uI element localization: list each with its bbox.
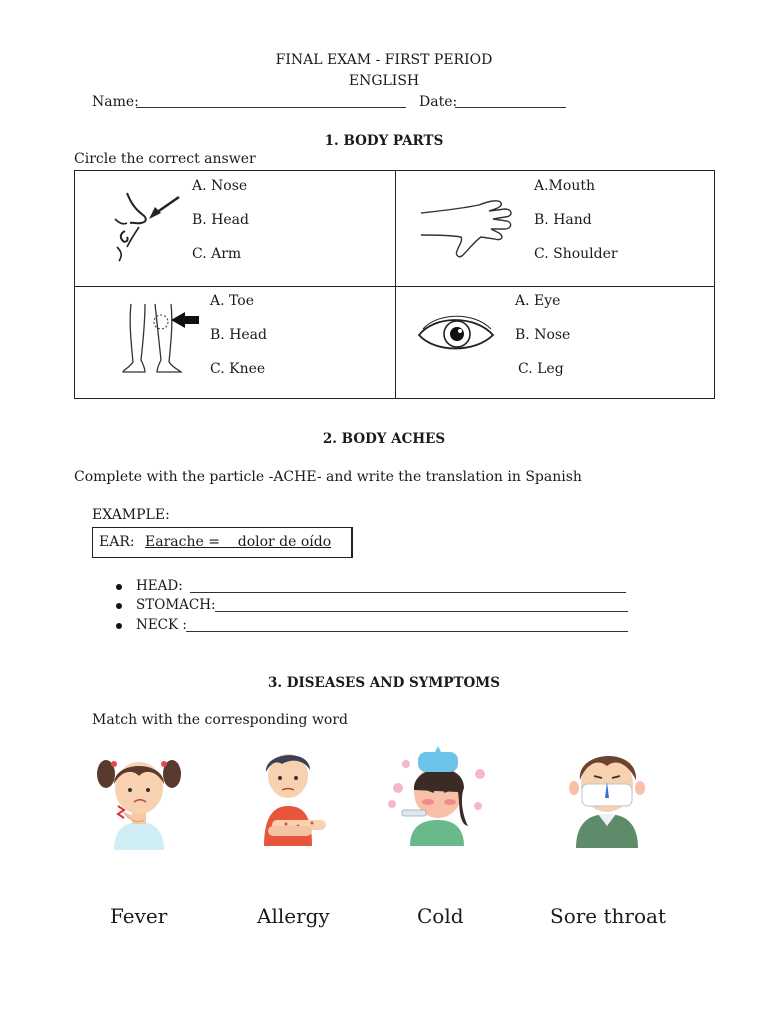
word-fever[interactable]: Fever: [110, 904, 168, 928]
allergy-boy-illustration: [252, 746, 332, 848]
example-box: [92, 527, 353, 558]
sore-throat-girl-illustration: [96, 750, 182, 852]
body-parts-table: [74, 170, 715, 399]
option-b[interactable]: B. Head: [192, 212, 249, 228]
name-field[interactable]: [136, 107, 406, 108]
exam-title: FINAL EXAM - FIRST PERIOD: [275, 52, 493, 68]
exam-subject: ENGLISH: [348, 73, 420, 89]
cold-girl-illustration: [388, 744, 486, 848]
list-item: [116, 597, 216, 613]
answer-line-stomach[interactable]: [215, 611, 628, 612]
hand-drawing: [419, 193, 519, 265]
item-label: HEAD:: [136, 578, 183, 594]
example-answer: Earache = dolor de oído: [145, 534, 332, 550]
item-label: STOMACH:: [136, 597, 216, 613]
answer-line-head[interactable]: [190, 592, 626, 593]
option-c[interactable]: C. Leg: [518, 361, 564, 377]
option-c[interactable]: C. Arm: [192, 246, 242, 262]
example-label: EXAMPLE:: [92, 507, 170, 523]
word-sore-throat[interactable]: Sore throat: [550, 904, 666, 928]
section-heading-body-parts: 1. BODY PARTS: [324, 133, 444, 149]
list-item: [116, 617, 187, 633]
section-heading-body-aches: 2. BODY ACHES: [322, 431, 446, 447]
option-c[interactable]: C. Shoulder: [534, 246, 618, 262]
masked-boy-illustration: [566, 744, 648, 850]
option-a[interactable]: A. Eye: [515, 293, 561, 309]
date-label: Date:: [419, 94, 458, 110]
option-a[interactable]: A. Nose: [192, 178, 248, 194]
name-label: Name:: [92, 94, 139, 110]
example-word: EAR:: [99, 534, 135, 550]
option-b[interactable]: B. Hand: [534, 212, 592, 228]
section-instruction: Complete with the particle -ACHE- and write the translation in Spanish: [74, 469, 582, 485]
word-allergy[interactable]: Allergy: [257, 904, 330, 928]
option-a[interactable]: A. Toe: [210, 293, 254, 309]
eye-drawing: [415, 309, 497, 359]
section-instruction: Match with the corresponding word: [92, 712, 349, 728]
nose-drawing: [105, 189, 190, 264]
section-instruction: Circle the correct answer: [74, 151, 256, 167]
section-heading-diseases: 3. DISEASES AND SYMPTOMS: [267, 675, 501, 691]
option-c[interactable]: C. Knee: [210, 361, 266, 377]
list-item: [116, 578, 183, 594]
date-field[interactable]: [455, 107, 566, 108]
option-b[interactable]: B. Head: [210, 327, 267, 343]
word-cold[interactable]: Cold: [417, 904, 464, 928]
option-b[interactable]: B. Nose: [515, 327, 571, 343]
item-label: NECK :: [136, 617, 187, 633]
answer-line-neck[interactable]: [186, 631, 628, 632]
option-a[interactable]: A.Mouth: [534, 178, 595, 194]
